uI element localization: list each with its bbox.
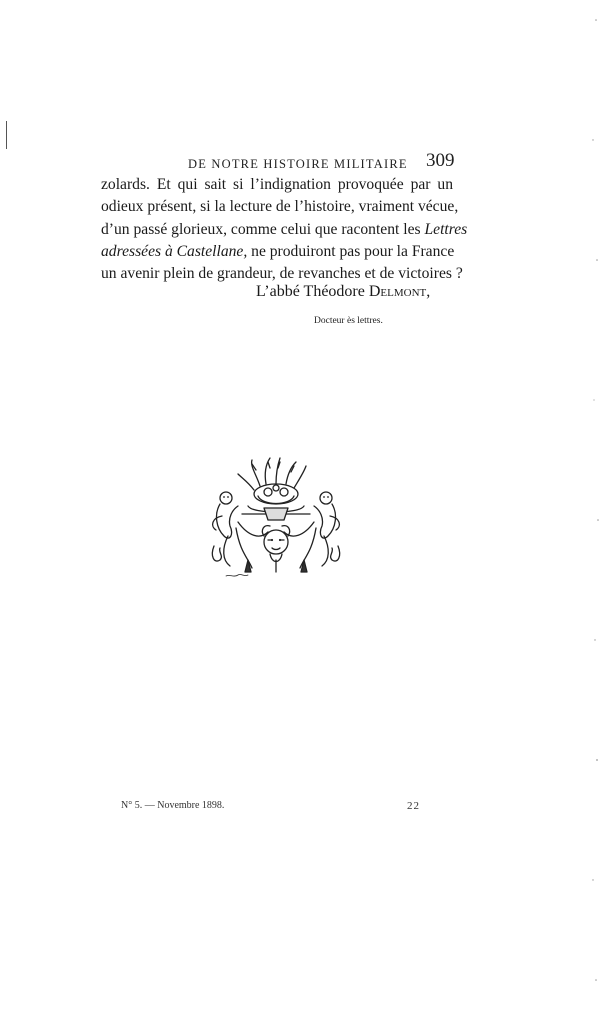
body-line: un avenir plein de grandeur, de revanches et de victoires ? bbox=[101, 265, 463, 283]
author-suffix: , bbox=[426, 283, 431, 300]
author-credential: Docteur ès lettres. bbox=[314, 316, 383, 326]
author-prefix: L’abbé Théodore bbox=[256, 283, 369, 300]
decorative-tailpiece-icon bbox=[208, 456, 344, 584]
running-header: DE NOTRE HISTOIRE MILITAIRE bbox=[188, 157, 408, 171]
body-line bbox=[101, 219, 468, 241]
page-number: 309 bbox=[426, 150, 455, 171]
book-title-italic: adressées à Castellane, bbox=[101, 242, 248, 260]
author-surname: Delmont bbox=[368, 283, 427, 300]
scan-edge-mark bbox=[6, 121, 7, 149]
book-title-italic: Lettres bbox=[424, 220, 468, 238]
printer-signature-mark: 22 bbox=[407, 800, 420, 812]
body-line-text: ne produiront pas pour la France bbox=[247, 242, 455, 260]
body-paragraph bbox=[101, 174, 468, 285]
issue-footer: N° 5. — Novembre 1898. bbox=[121, 800, 225, 811]
body-line-text: d’un passé glorieux, comme celui que racontent les bbox=[101, 220, 425, 238]
page-edge-speckle bbox=[578, 0, 600, 1012]
body-line: odieux présent, si la lecture de l’histoire, vraiment vécue, bbox=[101, 198, 459, 216]
author-signature bbox=[256, 283, 430, 301]
body-line bbox=[101, 241, 453, 263]
body-line: zolards. Et qui sait si l’indignation provoquée par un bbox=[101, 176, 453, 193]
